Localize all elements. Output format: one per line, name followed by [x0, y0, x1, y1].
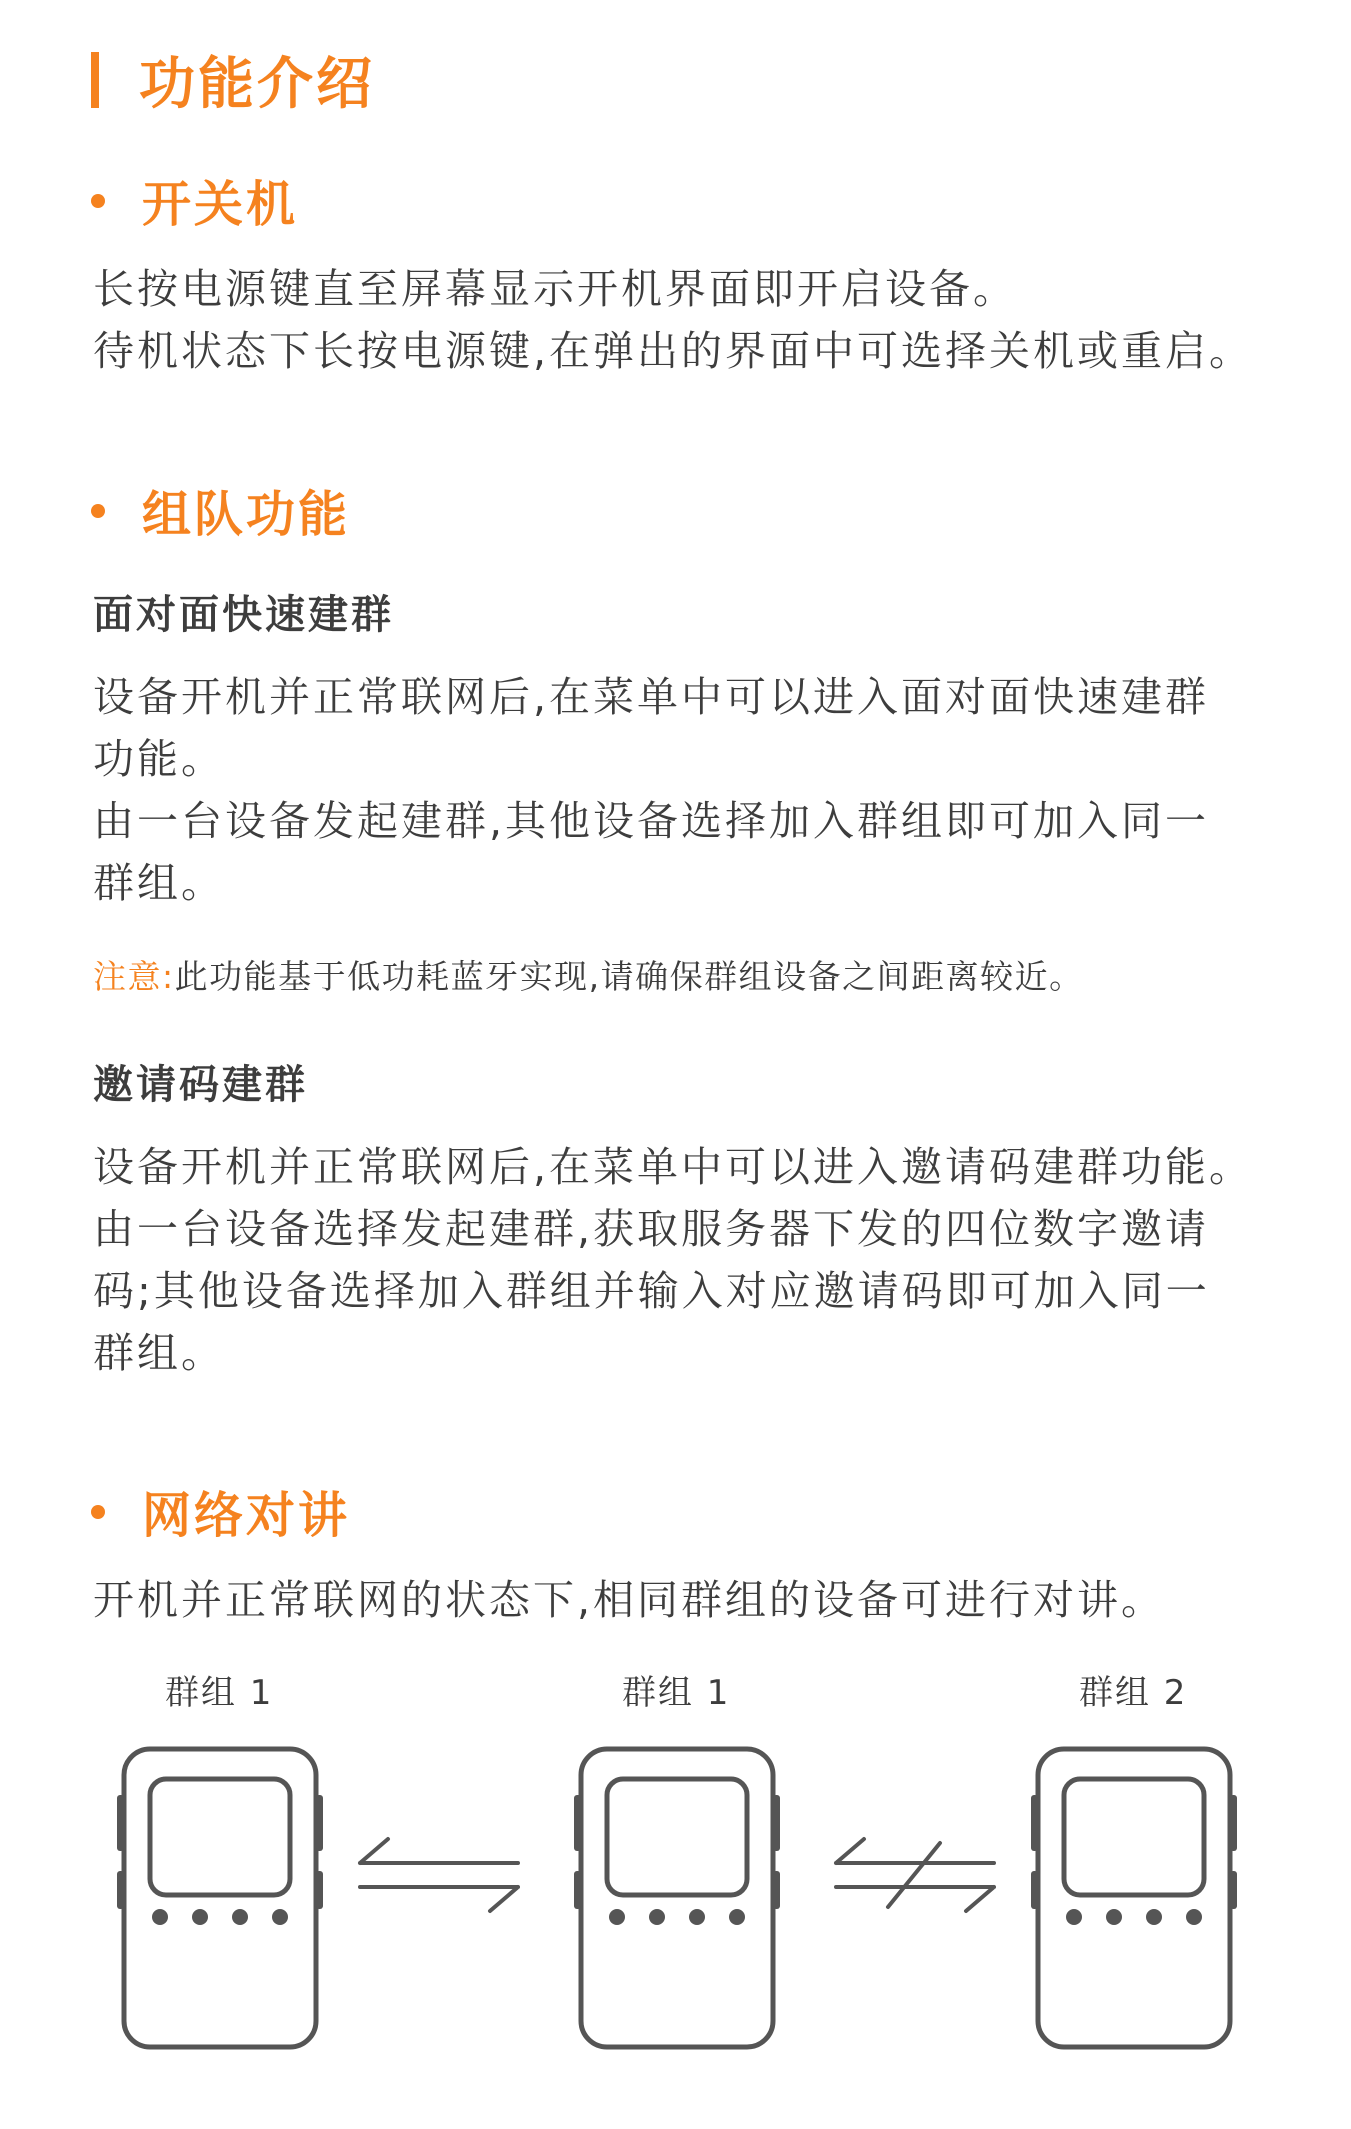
note — [93, 951, 1084, 998]
face-line-1: 设备开机并正常联网后,在菜单中可以进入面对面快速建群 — [93, 673, 1210, 721]
blocked-arrows-icon — [832, 1835, 996, 1915]
team-title: 组队功能 — [142, 486, 351, 543]
team-section-heading — [91, 476, 350, 546]
face-to-face-subtitle: 面对面快速建群 — [93, 592, 394, 638]
bullet-dot — [91, 1505, 105, 1519]
power-section-heading — [91, 166, 298, 236]
note-label: 注意: — [93, 957, 175, 996]
invite-line-4: 群组。 — [93, 1329, 225, 1377]
invite-line-2: 由一台设备选择发起建群,获取服务器下发的四位数字邀请 — [93, 1205, 1210, 1253]
face-line-4: 群组。 — [93, 859, 225, 907]
talk-section-heading — [91, 1477, 350, 1547]
face-line-3: 由一台设备发起建群,其他设备选择加入群组即可加入同一 — [93, 797, 1210, 845]
invite-subtitle: 邀请码建群 — [93, 1062, 308, 1108]
walkie-talkie-icon — [577, 1745, 777, 2051]
group-label-3: 群组 2 — [1079, 1673, 1188, 1713]
invite-line-1: 设备开机并正常联网后,在菜单中可以进入邀请码建群功能。 — [93, 1143, 1254, 1191]
invite-line-3: 码;其他设备选择加入群组并输入对应邀请码即可加入同一 — [93, 1267, 1210, 1315]
walkie-talkie-icon — [120, 1745, 320, 2051]
section-header — [91, 48, 375, 117]
header-accent-bar — [91, 52, 99, 108]
power-paragraph — [93, 258, 1333, 382]
face-to-face-paragraph — [93, 666, 1333, 914]
bidirectional-arrows-icon — [356, 1835, 520, 1915]
talk-title: 网络对讲 — [142, 1487, 351, 1544]
talk-paragraph — [93, 1569, 1333, 1631]
bullet-dot — [91, 194, 105, 208]
invite-paragraph — [93, 1136, 1333, 1384]
group-label-1: 群组 1 — [165, 1673, 274, 1713]
group-label-2: 群组 1 — [622, 1673, 731, 1713]
note-text: 此功能基于低功耗蓝牙实现,请确保群组设备之间距离较近。 — [174, 957, 1084, 996]
power-title: 开关机 — [142, 176, 299, 233]
page-title: 功能介绍 — [139, 52, 375, 117]
bullet-dot — [91, 504, 105, 518]
walkie-talkie-icon — [1034, 1745, 1234, 2051]
talk-line: 开机并正常联网的状态下,相同群组的设备可进行对讲。 — [93, 1576, 1166, 1624]
power-line-2: 待机状态下长按电源键,在弹出的界面中可选择关机或重启。 — [93, 327, 1254, 375]
face-line-2: 功能。 — [93, 735, 225, 783]
power-line-1: 长按电源键直至屏幕显示开机界面即开启设备。 — [93, 265, 1017, 313]
